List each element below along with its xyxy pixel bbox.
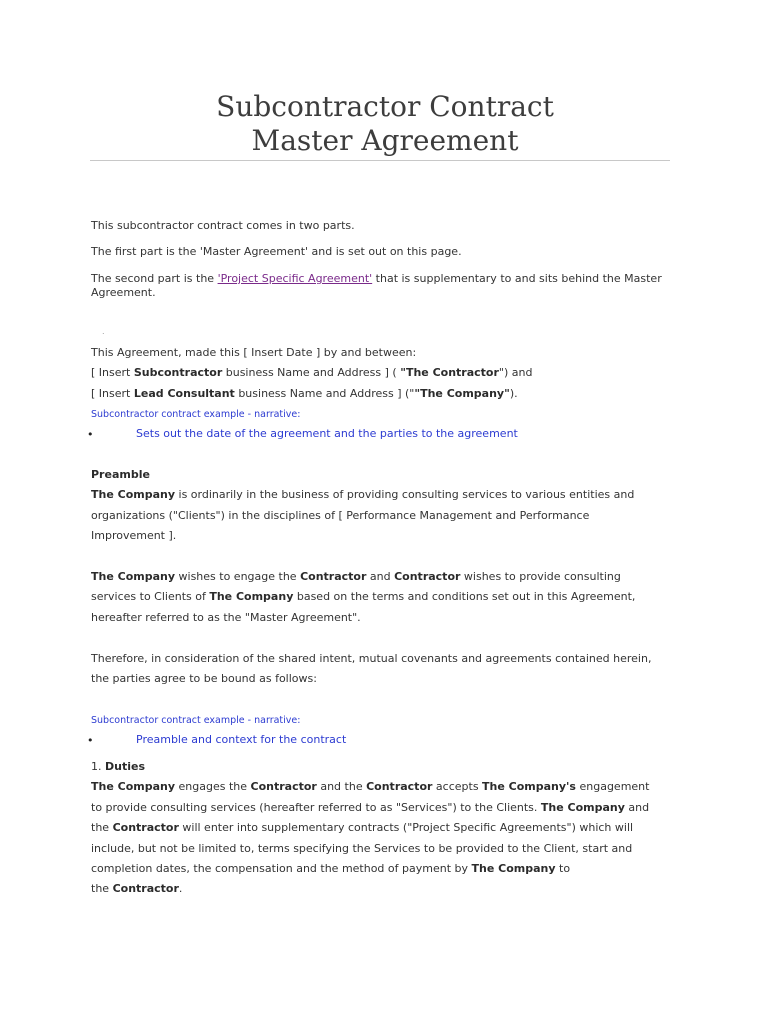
narrative-note-label: Subcontractor contract example - narrative: xyxy=(91,409,301,420)
duties-line-6: the Contractor. xyxy=(91,882,183,895)
page-title xyxy=(0,90,770,158)
bullet-icon: • xyxy=(87,428,94,441)
preamble-heading: Preamble xyxy=(91,468,150,481)
preamble-p2-line-2: services to Clients of The Company based on the terms and conditions set out in this Agreement, xyxy=(91,590,636,603)
parties-line-3: [ Insert Lead Consultant business Name and Address ] (""The Company"). xyxy=(91,387,518,400)
duties-line-3: the Contractor will enter into supplementary contracts ("Project Specific Agreements") which will xyxy=(91,821,634,834)
preamble-p1-line-3: Improvement ]. xyxy=(91,529,177,542)
duties-heading: 1. Duties xyxy=(91,760,145,773)
stray-mark: . xyxy=(102,327,105,336)
preamble-p3-line-1: Therefore, in consideration of the shared intent, mutual covenants and agreements contained herein, xyxy=(91,652,652,665)
intro-paragraph-1: This subcontractor contract comes in two parts. xyxy=(91,219,355,232)
project-specific-agreement-link[interactable]: 'Project Specific Agreement' xyxy=(217,272,373,285)
title-line-1: Subcontractor Contract xyxy=(216,90,554,123)
parties-line-2: [ Insert Subcontractor business Name and Address ] ( "The Contractor") and xyxy=(91,366,533,379)
duties-line-5: completion dates, the compensation and the method of payment by The Company to xyxy=(91,862,571,875)
bullet-icon: • xyxy=(87,734,94,747)
duties-line-1: The Company engages the Contractor and the Contractor accepts The Company's engagement xyxy=(91,780,650,793)
title-divider xyxy=(90,160,670,161)
duties-line-2: to provide consulting services (hereafter referred to as "Services") to the Clients. The Company and xyxy=(91,801,650,814)
title-line-2: Master Agreement xyxy=(251,124,519,157)
preamble-p2-line-3: hereafter referred to as the "Master Agreement". xyxy=(91,611,361,624)
intro-paragraph-3-line-2: Agreement. xyxy=(91,286,156,299)
preamble-p3-line-2: the parties agree to be bound as follows: xyxy=(91,672,317,685)
duties-line-4: include, but not be limited to, terms specifying the Services to be provided to the Client, start and xyxy=(91,842,633,855)
intro-paragraph-2: The first part is the 'Master Agreement' and is set out on this page. xyxy=(91,245,462,258)
preamble-p1-line-1: The Company is ordinarily in the business of providing consulting services to various entities and xyxy=(91,488,635,501)
narrative-bullet-2: Preamble and context for the contract xyxy=(136,733,347,746)
preamble-p2-line-1: The Company wishes to engage the Contractor and Contractor wishes to provide consulting xyxy=(91,570,621,583)
narrative-note-label-2: Subcontractor contract example - narrative: xyxy=(91,715,301,726)
preamble-p1-line-2: organizations ("Clients") in the disciplines of [ Performance Management and Performance xyxy=(91,509,590,522)
narrative-bullet: Sets out the date of the agreement and the parties to the agreement xyxy=(136,427,518,440)
intro-paragraph-3: The second part is the 'Project Specific Agreement' that is supplementary to and sits behind the Master xyxy=(91,272,662,285)
parties-line-1: This Agreement, made this [ Insert Date ] by and between: xyxy=(91,346,417,359)
